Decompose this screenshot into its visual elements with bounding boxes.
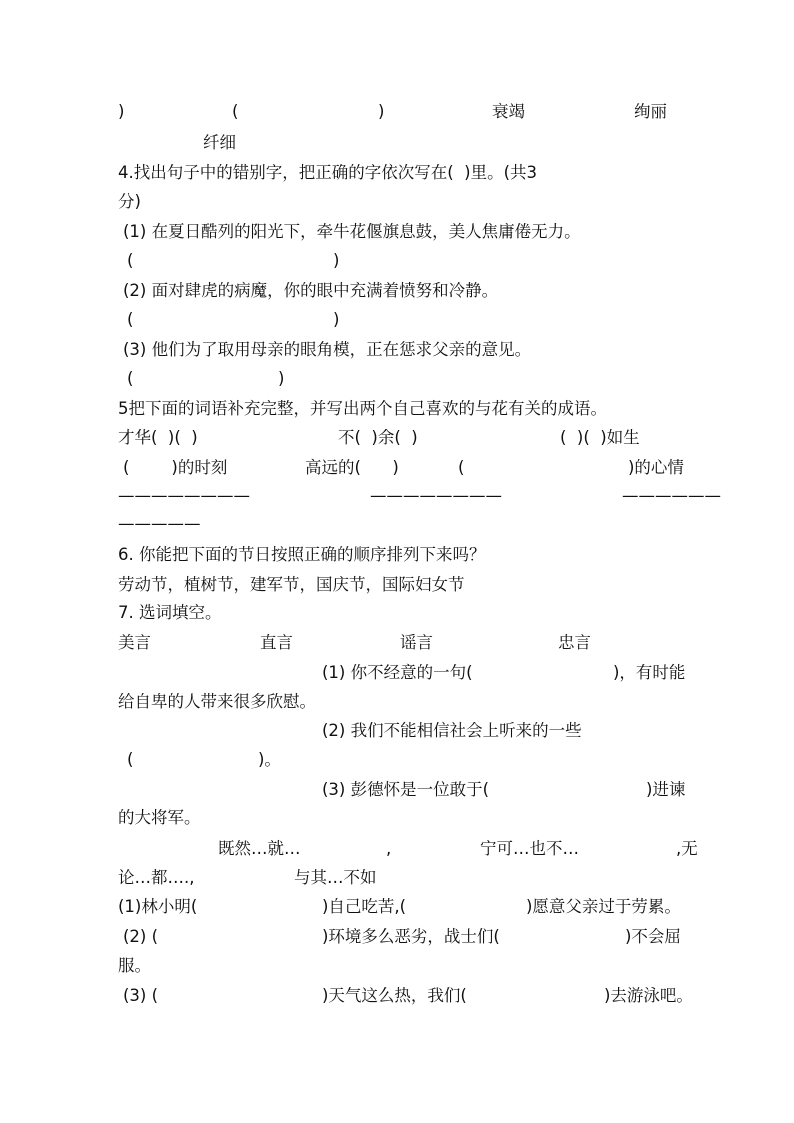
q7-item-1-end: )，有时能 bbox=[613, 663, 686, 682]
q7-fill-2-cont: 服。 bbox=[118, 956, 151, 975]
q6-items: 劳动节，植树节，建军节，国庆节，国际妇女节 bbox=[118, 575, 465, 594]
q7-word: 直言 bbox=[260, 633, 293, 652]
q7-word: 谣言 bbox=[400, 633, 433, 652]
q7-item-2-end: )。 bbox=[258, 750, 281, 769]
q7-title: 7. 选词填空。 bbox=[118, 603, 222, 622]
q7-fill-3: )去游泳吧。 bbox=[604, 986, 693, 1005]
conj-word: , bbox=[386, 839, 392, 858]
paren-open: ( bbox=[232, 102, 239, 121]
q7-fill-1: )自己吃苦,( bbox=[322, 897, 407, 916]
q7-word: 美言 bbox=[118, 633, 151, 652]
q5-title: 5把下面的词语补充完整，并写出两个自己喜欢的与花有关的成语。 bbox=[118, 399, 607, 418]
q7-item-1-cont: 给自卑的人带来很多欣慰。 bbox=[118, 692, 316, 711]
blank-line: ————— bbox=[118, 514, 201, 533]
q7-item-2: (2) 我们不能相信社会上听来的一些 bbox=[322, 721, 582, 740]
q5-item: ( bbox=[458, 458, 465, 477]
paren-close: ) bbox=[378, 102, 385, 121]
conj-word: 与其…不如 bbox=[294, 868, 377, 887]
q4-sentence-2: (2) 面对肆虎的病魔，你的眼中充满着愤努和冷静。 bbox=[123, 281, 499, 300]
q7-fill-2: )不会屈 bbox=[625, 927, 681, 946]
q7-word: 忠言 bbox=[558, 633, 591, 652]
conj-word: 宁可…也不… bbox=[480, 839, 579, 858]
q5-item: 高远的( ) bbox=[305, 458, 399, 477]
conj-word: 既然…就… bbox=[218, 839, 301, 858]
q7-fill-3: )天气这么热，我们( bbox=[322, 986, 467, 1005]
q4-sentence-3: (3) 他们为了取用母亲的眼角模，正在惩求父亲的意见。 bbox=[123, 340, 532, 359]
word-shuaijie: 衰竭 bbox=[492, 102, 525, 121]
word-xuanli: 绚丽 bbox=[634, 102, 667, 121]
q7-fill-1: (1)林小明( bbox=[118, 897, 198, 916]
answer-open: ( bbox=[127, 750, 134, 769]
q5-item: ( )的时刻 bbox=[123, 458, 228, 477]
q5-item: ( )( )如生 bbox=[560, 428, 640, 447]
conj-word: 论…都…., bbox=[118, 868, 195, 887]
q7-fill-1: )愿意父亲过于劳累。 bbox=[526, 897, 681, 916]
q5-item: 不( )余( ) bbox=[338, 428, 418, 447]
paren-close: ) bbox=[118, 102, 125, 121]
q7-fill-2: (2) ( bbox=[123, 927, 159, 946]
q5-item: 才华( )( ) bbox=[118, 428, 198, 447]
answer-open: ( bbox=[127, 369, 134, 388]
q4-title-cont: 分) bbox=[118, 192, 141, 211]
answer-close: ) bbox=[333, 310, 340, 329]
word-xianxi: 纤细 bbox=[203, 133, 236, 152]
q7-item-1: (1) 你不经意的一句( bbox=[322, 663, 473, 682]
blank-line: —————— bbox=[622, 486, 721, 505]
blank-line: ———————— bbox=[370, 486, 502, 505]
q7-item-3-cont: 的大将军。 bbox=[118, 808, 201, 827]
q7-fill-3: (3) ( bbox=[123, 986, 159, 1005]
q7-item-3-end: )进谏 bbox=[646, 780, 686, 799]
conj-word: ,无 bbox=[676, 839, 698, 858]
answer-open: ( bbox=[127, 251, 134, 270]
q5-item: )的心情 bbox=[628, 458, 684, 477]
q6-title: 6. 你能把下面的节日按照正确的顺序排列下来吗？ bbox=[118, 545, 486, 564]
q7-fill-2: )环境多么恶劣，战士们( bbox=[322, 927, 500, 946]
answer-open: ( bbox=[127, 310, 134, 329]
answer-close: ) bbox=[333, 251, 340, 270]
q7-item-3: (3) 彭德怀是一位敢于( bbox=[322, 780, 490, 799]
q4-sentence-1: (1) 在夏日酷列的阳光下，牵牛花偃旗息鼓，美人焦庸倦无力。 bbox=[123, 222, 581, 241]
answer-close: ) bbox=[278, 369, 285, 388]
q4-title: 4.找出句子中的错别字，把正确的字依次写在( )里。(共3 bbox=[118, 163, 538, 182]
blank-line: ———————— bbox=[118, 486, 250, 505]
